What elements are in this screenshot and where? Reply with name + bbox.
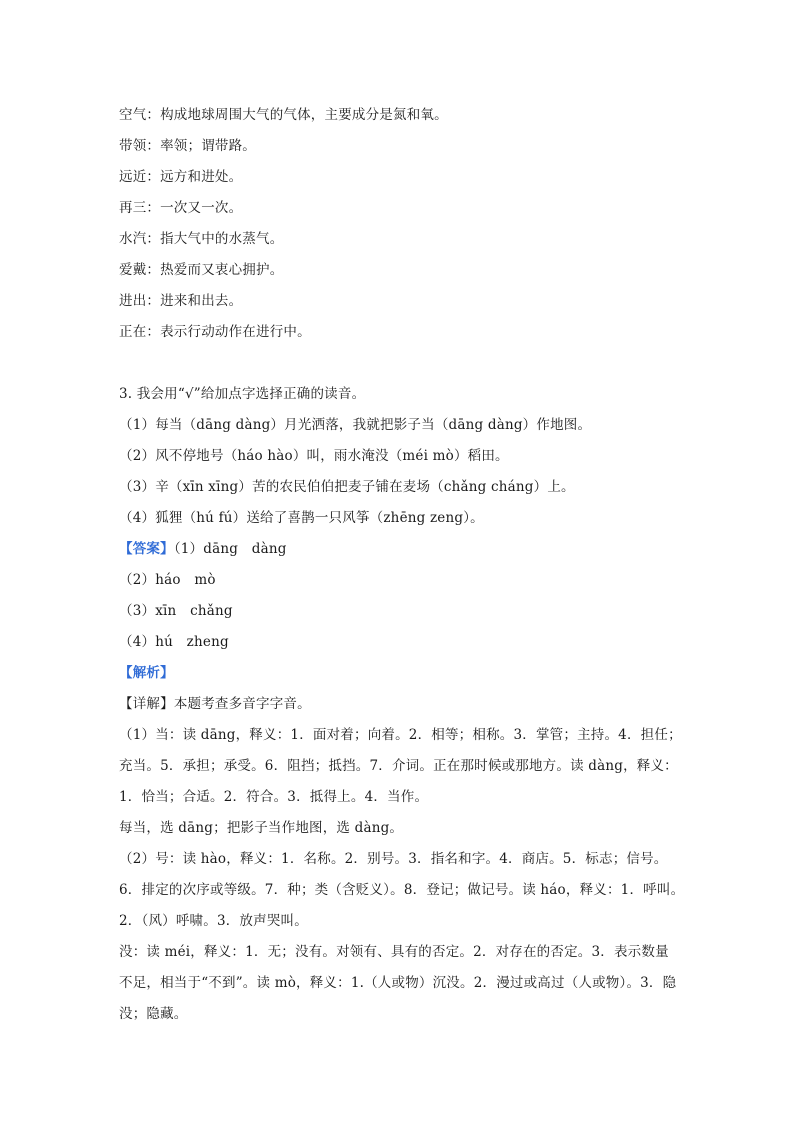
definition-line: 带领：率领；谓带路。 bbox=[119, 138, 256, 154]
question-item: （4）狐狸（hú fú）送给了喜鹊一只风筝（zhēng zeng）。 bbox=[119, 510, 484, 526]
analysis-line: 1．恰当；合适。2．符合。3．抵得上。4．当作。 bbox=[119, 789, 429, 805]
analysis-line: 没；隐藏。 bbox=[119, 1006, 188, 1022]
answer-line: （3）xīn chǎng bbox=[119, 603, 233, 619]
answer-line bbox=[119, 534, 679, 565]
definition-line: 再三：一次又一次。 bbox=[119, 200, 243, 216]
question-item: （1）每当（dāng dàng）月光洒落，我就把影子当（dāng dàng）作地图。 bbox=[119, 417, 592, 433]
definition-line: 进出：进来和出去。 bbox=[119, 293, 243, 309]
answer-line: （2）háo mò bbox=[119, 572, 216, 588]
analysis-label: 【解析】 bbox=[119, 665, 174, 681]
definition-line: 远近：远方和进处。 bbox=[119, 169, 243, 185]
definition-line: 空气：构成地球周围大气的气体，主要成分是氮和氧。 bbox=[119, 107, 448, 123]
analysis-line: 2．（风）呼啸。3．放声哭叫。 bbox=[119, 913, 308, 929]
analysis-line: 充当。5．承担；承受。6．阻挡；抵挡。7．介词。正在那时候或那地方。读 dàng，释义： bbox=[119, 758, 678, 774]
definition-line: 爱戴：热爱而又衷心拥护。 bbox=[119, 262, 284, 278]
detail-line bbox=[119, 689, 679, 720]
definition-line: 水汽：指大气中的水蒸气。 bbox=[119, 231, 284, 247]
definition-line: 正在：表示行动动作在进行中。 bbox=[119, 324, 311, 340]
answer-text: （1）dāng dàng bbox=[173, 541, 287, 557]
answer-line: （4）hú zheng bbox=[119, 634, 229, 650]
analysis-line: 每当，选 dāng；把影子当作地图，选 dàng。 bbox=[119, 820, 404, 836]
question-item: （2）风不停地号（háo hào）叫，雨水淹没（méi mò）稻田。 bbox=[119, 448, 509, 464]
analysis-heading bbox=[119, 658, 679, 689]
analysis-line: 不足，相当于“不到”。读 mò，释义：1.（人或物）沉没。2．漫过或高过（人或物）。3．隐 bbox=[119, 975, 677, 991]
question-item: （3）辛（xīn xīng）苦的农民伯伯把麦子铺在麦场（chǎng cháng）上。 bbox=[119, 479, 575, 495]
analysis-line: （2）号：读 hào，释义：1．名称。2．别号。3．指名和字。4．商店。5．标志；信号。 bbox=[119, 851, 668, 867]
section-spacer bbox=[119, 348, 679, 379]
analysis-line: （1）当：读 dāng，释义：1．面对着；向着。2．相等；相称。3．掌管；主持。4．担任； bbox=[119, 727, 682, 743]
answer-label: 【答案】 bbox=[119, 541, 174, 557]
detail-label: 【详解】 bbox=[119, 696, 174, 712]
question-title: 3. 我会用“√”给加点字选择正确的读音。 bbox=[119, 386, 366, 402]
analysis-line: 没：读 méi，释义：1．无；没有。对领有、具有的否定。2．对存在的否定。3．表示数量 bbox=[119, 944, 669, 960]
document-content bbox=[119, 100, 685, 1030]
detail-text: 本题考查多音字字音。 bbox=[173, 696, 311, 712]
analysis-line: 6．排定的次序或等级。7．种；类（含贬义）。8．登记；做记号。读 háo，释义：1．呼叫。 bbox=[119, 882, 685, 898]
